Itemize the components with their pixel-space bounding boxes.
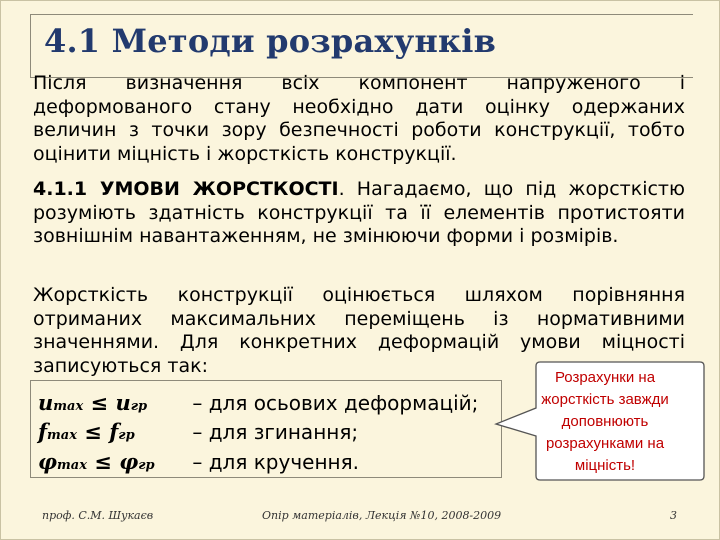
condition-row [38,417,358,447]
condition-description: – для осьових деформацій; [192,391,479,415]
condition-formula: umax ≤ uгр [38,390,148,415]
section-heading: 4.1.1 УМОВИ ЖОРСТКОСТІ [33,178,339,200]
condition-description: – для кручення. [192,450,359,474]
footer-course: Опір матеріалів, Лекція №10, 2008-2009 [262,509,502,522]
footer-author: проф. С.М. Шукаєв [42,509,154,522]
stiffness-paragraph [33,178,685,249]
section-text: . Нагадаємо, що під жорсткістю розуміють здатність конструкції та її елементів протистояти зовнішнім навантаженням, не змінюючи форми і розмірів. [33,178,685,247]
comparison-paragraph: Жорсткість конструкції оцінюється шляхом порівняння отриманих максимальних переміщень із нормативними значеннями. Для конкретних деформацій умови міцності записуються так: [33,284,685,377]
condition-row [38,447,359,477]
condition-row [38,388,478,418]
footer-page-number: 3 [670,509,677,522]
intro-paragraph: Після визначення всіх компонент напруженого і деформованого стану необхідно дати оцінку одержаних величин з точки зору безпечності роботи конструкції, тобто оцінити міцність і жорсткість конструкції. [33,72,685,165]
condition-formula: fmax ≤ fгр [38,419,135,444]
condition-description: – для згинання; [192,420,359,444]
condition-formula: φmax ≤ φгр [38,449,155,474]
slide-title: 4.1 Методи розрахунків [44,22,497,60]
callout-text: Розрахунки на жорсткість завжди доповнюють розрахунками на міцність! [541,369,669,474]
